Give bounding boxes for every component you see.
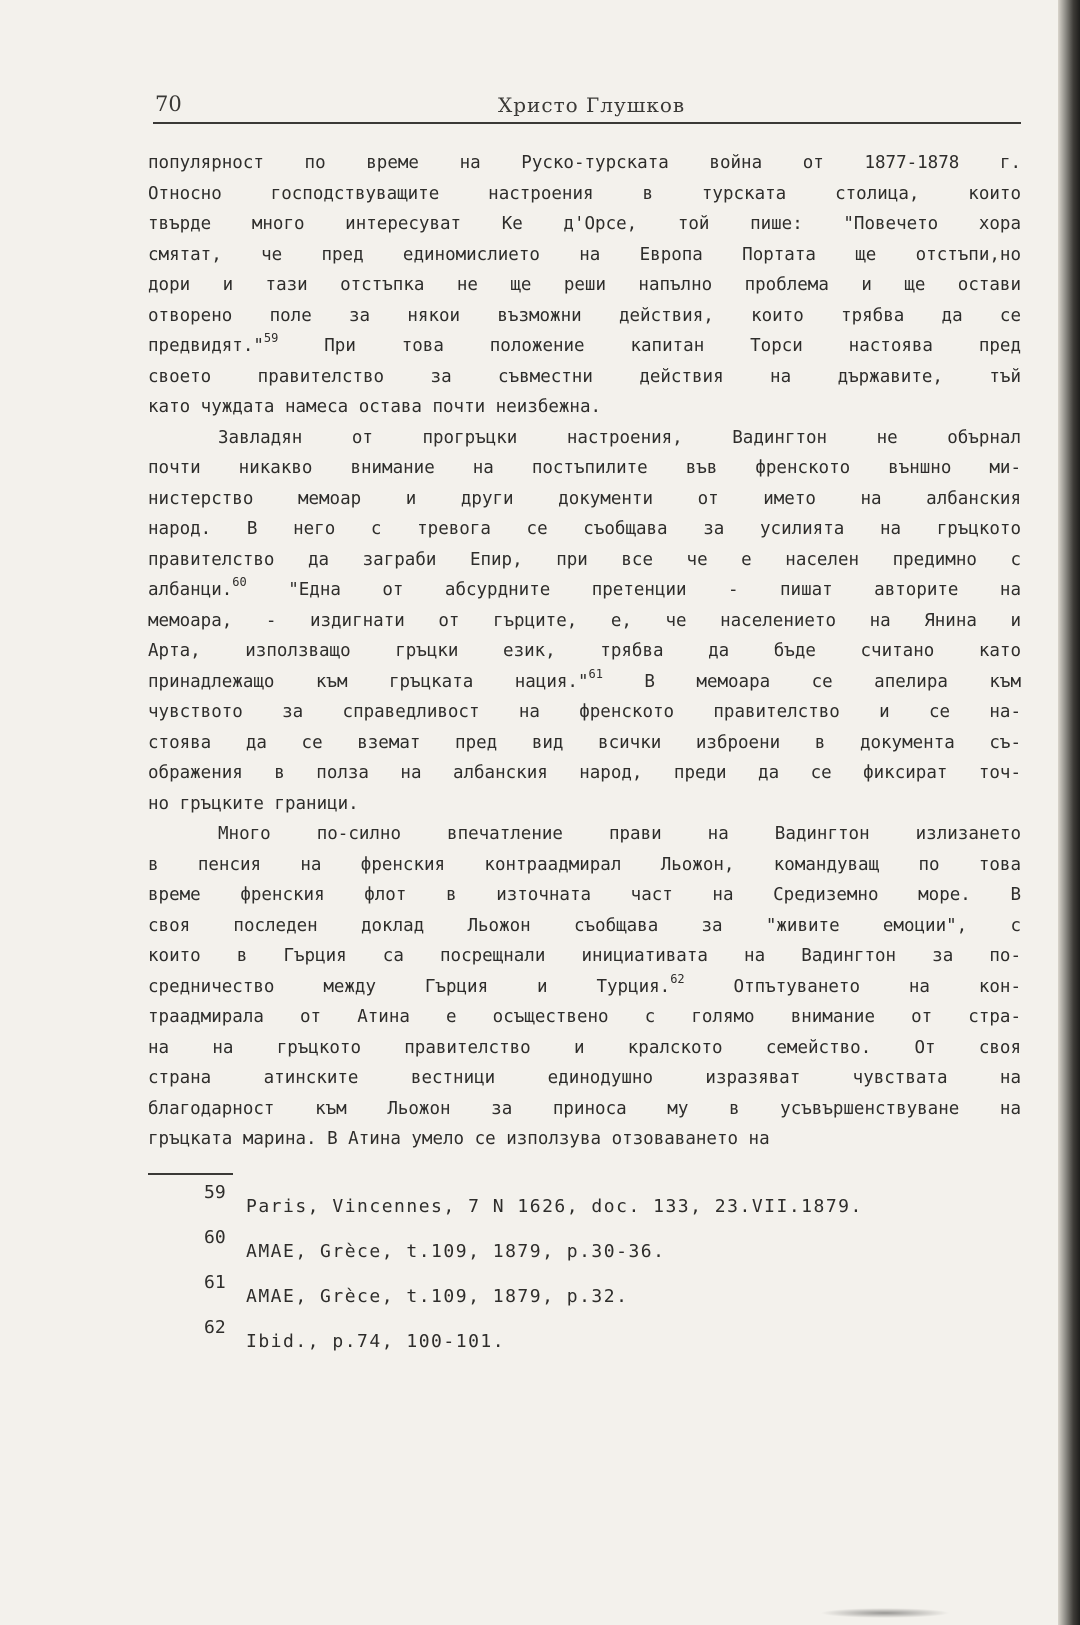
text-line: мемоара, - издигнати от гърците, е, че населението на Янина и [148, 610, 1021, 631]
text-line: Арта, използващо гръцки език, трябва да бъде считано като [148, 641, 1021, 661]
footnote-text: Ibid., p.74, 100-101. [246, 1331, 506, 1352]
text-line: които в Гърция са посрещнали инициативата на Вадингтон за по- [148, 946, 1021, 966]
page-header [153, 88, 1021, 124]
scan-smudge [820, 1608, 950, 1618]
text-line: правителство да заграби Епир, при все че е населен предимно с [148, 549, 1021, 570]
footnote [204, 1317, 984, 1362]
page-number: 70 [155, 92, 182, 116]
text-line: чувството за справедливост на френското правителство и се на- [148, 702, 1021, 722]
text-line: дори и тази отстъпка не ще реши напълно проблема и ще остави [148, 275, 1021, 295]
text-line: гръцката марина. В Атина умело се използува отзоваването на [148, 1129, 770, 1149]
text-line: принадлежащо към гръцката нация."$^{61}$ В мемоара се апелира към [148, 666, 1021, 692]
paragraph [148, 148, 1021, 423]
footnote-text: AMAE, Grèce, t.109, 1879, p.30-36. [246, 1241, 666, 1262]
text-line: народ. В него с тревога се съобщава за усилията на гръцкото [148, 519, 1021, 539]
text-line: смятат, че пред единомислието на Европа Портата ще отстъпи,но [148, 244, 1021, 265]
text-line: в пенсия на френския контраадмирал Льожон, командуващ по това [148, 854, 1021, 875]
footnote-number: 60 [204, 1227, 226, 1248]
footnote-marker: 59 [263, 331, 279, 345]
footnote-marker: 61 [588, 666, 603, 681]
text-line: като чуждата намеса остава почти неизбежна. [148, 397, 602, 417]
text-line: своя последен доклад Льожон съобщава за "живите емоции", с [148, 915, 1021, 936]
footnote-marker: 60 [232, 575, 247, 589]
text-line: почти никакво внимание на постъпилите във френското външно ми- [148, 458, 1021, 478]
footnote-rule [148, 1173, 233, 1175]
paragraph [148, 819, 1021, 1155]
text-line: средничество между Гърция и Турция.$^{62}$ Отпътуването на кон- [148, 971, 1021, 997]
text-line: популярност по време на Руско-турската война от 1877-1878 г. [148, 153, 1021, 173]
footnotes [204, 1182, 984, 1362]
text-line: но гръцките граници. [148, 793, 359, 814]
text-line: ображения в полза на албанския народ, преди да се фиксират точ- [148, 763, 1021, 783]
text-line: траадмирала от Атина е осъществено с голямо внимание от стра- [148, 1007, 1021, 1027]
text-line: Много по-силно впечатление прави на Вадингтон излизането [218, 824, 1021, 844]
footnote [204, 1182, 984, 1227]
text-line: благодарност към Льожон за приноса му в усъвършенствуване на [148, 1098, 1021, 1119]
book-spine-shadow [1058, 0, 1080, 1625]
text-line: Относно господствуващите настроения в турската столица, които [148, 183, 1021, 204]
text-line: твърде много интересуват Ке д'Орсе, той пише: "Повечето хора [148, 214, 1021, 234]
running-head: Христо Глушков [498, 93, 686, 117]
footnote [204, 1227, 984, 1272]
footnote-marker: 62 [670, 971, 685, 986]
text-line: албанци.$^{60}$ "Една от абсурдните претенции - пишат авторите на [148, 575, 1021, 600]
text-line: на на гръцкото правителство и кралското семейство. От своя [148, 1037, 1021, 1058]
text-line: стоява да се вземат пред вид всички изброени в документа съ- [148, 732, 1021, 753]
body-text [148, 148, 1021, 1155]
footnote-number: 59 [204, 1182, 226, 1203]
text-line: своето правителство за съвместни действия на държавите, тъй [148, 366, 1021, 387]
text-line: Завладян от прогръцки настроения, Вадингтон не обърнал [218, 427, 1021, 448]
text-line: предвидят."$^{59}$ При това положение капитан Торси настоява пред [148, 331, 1021, 356]
footnote [204, 1272, 984, 1317]
text-line: отворено поле за някои възможни действия, които трябва да се [148, 305, 1021, 326]
footnote-number: 61 [204, 1272, 226, 1293]
text-line: страна атинските вестници единодушно изразяват чувствата на [148, 1068, 1021, 1088]
footnote-text: AMAE, Grèce, t.109, 1879, p.32. [246, 1286, 629, 1307]
text-line: нистерство мемоар и други документи от името на албанския [148, 488, 1021, 509]
footnote-text: Paris, Vincennes, 7 N 1626, doc. 133, 23.VII.1879. [246, 1196, 863, 1217]
paragraph [148, 423, 1021, 820]
text-line: време френския флот в източната част на Средиземно море. В [148, 885, 1021, 905]
footnote-number: 62 [204, 1317, 226, 1338]
